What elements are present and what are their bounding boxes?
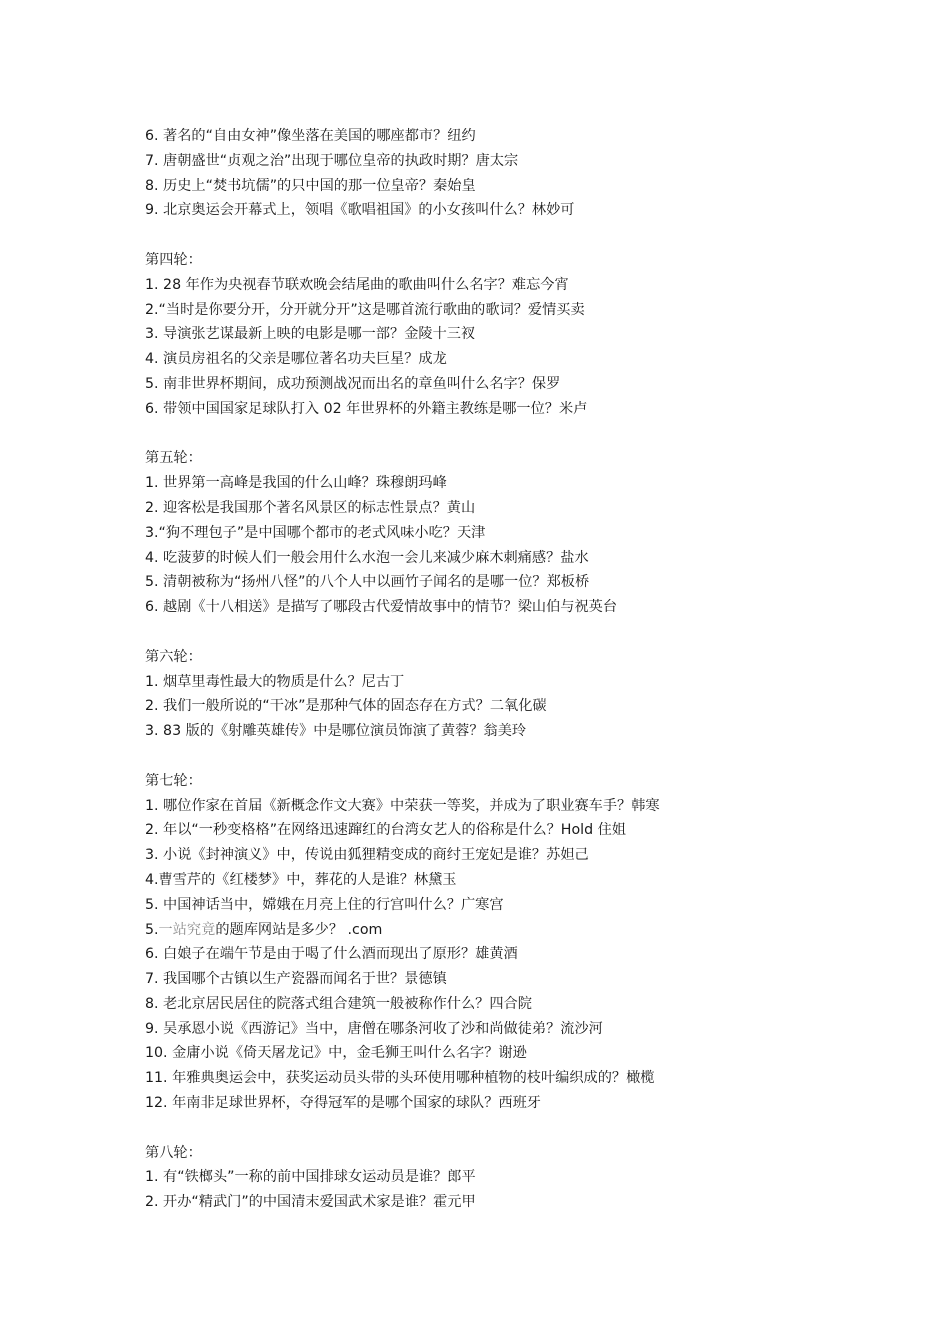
question-line: 3. 83 版的《射雕英雄传》中是哪位演员饰演了黄蓉？翁美玲 — [145, 723, 527, 740]
question-line: 1. 有“铁榔头”一称的前中国排球女运动员是谁？郎平 — [145, 1169, 476, 1186]
question-line: 7. 唐朝盛世“贞观之治”出现于哪位皇帝的执政时期？唐太宗 — [145, 152, 519, 169]
section-gap — [145, 422, 785, 447]
question-line: 2. 开办“精武门”的中国清末爱国武术家是谁？霍元甲 — [145, 1194, 476, 1211]
question-line: 9. 吴承恩小说《西游记》当中，唐僧在哪条河收了沙和尚做徒弟？流沙河 — [145, 1020, 603, 1037]
question-line: 12. 年南非足球世界杯，夺得冠军的是哪个国家的球队？西班牙 — [145, 1095, 541, 1112]
question-line: 9. 北京奥运会开幕式上，领唱《歌唱祖国》的小女孩叫什么？林妙可 — [145, 202, 575, 219]
question-text: 的题库网站是多少？ .com — [215, 921, 383, 938]
round-seven-section — [145, 769, 785, 1116]
question-line: 3. 小说《封神演义》中，传说由狐狸精变成的商纣王宠妃是谁？苏妲己 — [145, 847, 589, 864]
round-eight-section — [145, 1141, 785, 1215]
round-heading: 第四轮： — [145, 251, 202, 268]
question-line: 7. 我国哪个古镇以生产瓷器而闻名于世？景德镇 — [145, 971, 447, 988]
question-line: 2.“当时是你要分开，分开就分开”这是哪首流行歌曲的歌词？爱情买卖 — [145, 301, 585, 318]
question-line: 4. 演员房祖名的父亲是哪位著名功夫巨星？成龙 — [145, 351, 447, 368]
question-line: 5. 中国神话当中，嫦娥在月亮上住的行宫叫什么？广寒宫 — [145, 896, 504, 913]
question-line: 6. 著名的“自由女神”像坐落在美国的哪座都市？纽约 — [145, 128, 476, 144]
question-line: 4. 吃菠萝的时候人们一般会用什么水泡一会儿来减少麻木刺痛感？盐水 — [145, 549, 589, 566]
round-heading: 第七轮： — [145, 772, 202, 789]
question-line: 1. 世界第一高峰是我国的什么山峰？珠穆朗玛峰 — [145, 475, 447, 492]
question-line: 8. 历史上“焚书坑儒”的只中国的那一位皇帝？秦始皇 — [145, 177, 476, 194]
round-heading: 第六轮： — [145, 648, 202, 665]
round-six-section — [145, 645, 785, 744]
question-line: 3. 导演张艺谋最新上映的电影是哪一部？金陵十三衩 — [145, 326, 476, 343]
question-line-watermarked — [145, 918, 785, 943]
question-line: 1. 烟草里毒性最大的物质是什么？尼古丁 — [145, 673, 405, 690]
question-line: 2. 年以“一秒变格格”在网络迅速蹿红的台湾女艺人的俗称是什么？Hold 住姐 — [145, 822, 626, 839]
question-line: 11. 年雅典奥运会中，获奖运动员头带的头环使用哪种植物的枝叶编织成的？橄榄 — [145, 1070, 655, 1087]
question-line: 6. 越剧《十八相送》是描写了哪段古代爱情故事中的情节？梁山伯与祝英台 — [145, 599, 618, 616]
section-gap — [145, 620, 785, 645]
section-gap — [145, 223, 785, 248]
round-heading: 第五轮： — [145, 450, 202, 467]
round-four-section — [145, 248, 785, 422]
round-five-section — [145, 446, 785, 620]
question-line: 10. 金庸小说《倚天屠龙记》中，金毛狮王叫什么名字？谢逊 — [145, 1045, 527, 1062]
question-line: 4.曹雪芹的《红楼梦》中，葬花的人是谁？林黛玉 — [145, 871, 457, 888]
question-line: 6. 白娘子在端午节是由于喝了什么酒而现出了原形？雄黄酒 — [145, 946, 518, 963]
question-line: 1. 哪位作家在首届《新概念作文大赛》中荣获一等奖，并成为了职业赛车手？韩寒 — [145, 797, 660, 814]
question-line: 3.“狗不理包子”是中国哪个都市的老式风味小吃？天津 — [145, 524, 486, 541]
question-line: 2. 我们一般所说的“干冰”是那种气体的固态存在方式？二氧化碳 — [145, 698, 547, 715]
intro-question-list — [145, 124, 785, 223]
document-page — [145, 124, 785, 1215]
section-gap — [145, 744, 785, 769]
question-line: 5. 南非世界杯期间，成功预测战况而出名的章鱼叫什么名字？保罗 — [145, 375, 561, 392]
question-line: 2. 迎客松是我国那个著名风景区的标志性景点？黄山 — [145, 499, 476, 516]
question-line: 1. 28 年作为央视春节联欢晚会结尾曲的歌曲叫什么名字？难忘今宵 — [145, 276, 569, 293]
question-number: 5. — [145, 921, 159, 938]
question-line: 5. 清朝被称为“扬州八怪”的八个人中以画竹子闻名的是哪一位？郑板桥 — [145, 574, 590, 591]
question-line: 8. 老北京居民居住的院落式组合建筑一般被称作什么？四合院 — [145, 995, 532, 1012]
section-gap — [145, 1116, 785, 1141]
watermark-text: 一站究竟 — [158, 921, 216, 938]
question-line: 6. 带领中国国家足球队打入 02 年世界杯的外籍主教练是哪一位？米卢 — [145, 400, 588, 417]
round-heading: 第八轮： — [145, 1144, 202, 1161]
